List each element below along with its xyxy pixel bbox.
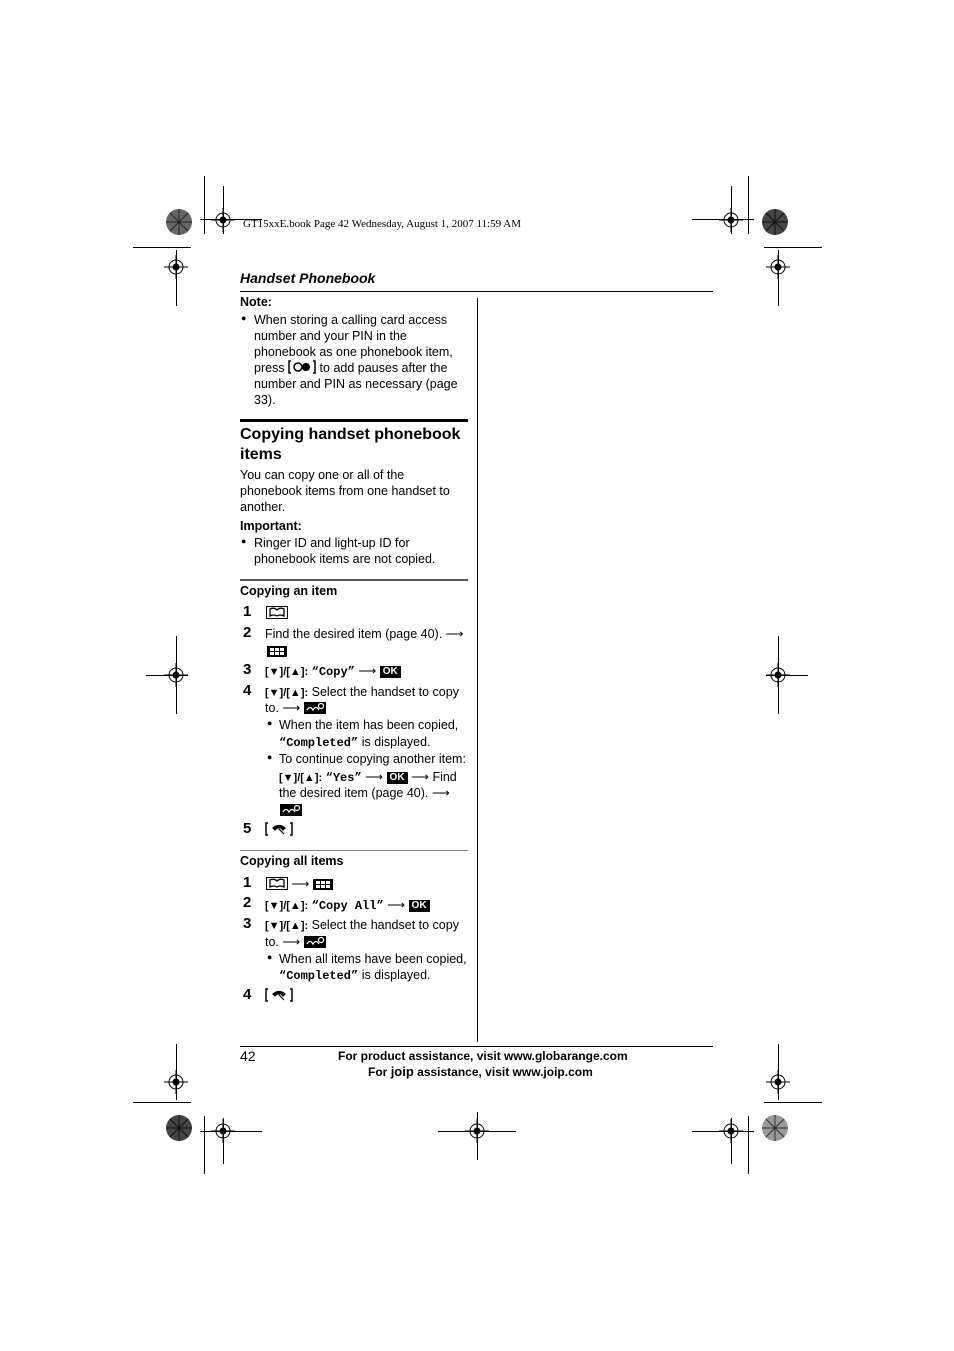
bullet-icon: ●	[241, 313, 247, 323]
section-rule	[240, 419, 468, 422]
bullet-text	[279, 734, 431, 751]
ok-key-icon: OK	[387, 772, 408, 784]
note-line: 33).	[254, 393, 276, 407]
intro-line: You can copy one or all of the	[240, 468, 405, 482]
footer-line-1: For product assistance, visit www.globarange.com	[338, 1049, 628, 1063]
important-line: phonebook items are not copied.	[254, 552, 436, 566]
bullet-text-desired: the desired item (page 40).	[279, 786, 429, 800]
step-number: 1	[243, 874, 252, 891]
arrow-icon: ⟶	[282, 935, 301, 949]
section-title: Handset Phonebook	[240, 270, 376, 286]
crop-mark	[176, 1044, 177, 1100]
arrow-icon: ⟶	[358, 664, 377, 678]
arrow-icon: ⟶	[282, 701, 301, 715]
crop-mark	[692, 1131, 754, 1132]
crop-mark	[204, 1116, 205, 1174]
crop-mark	[133, 1102, 191, 1103]
crop-mark	[748, 176, 749, 234]
crop-mark	[133, 247, 191, 248]
crop-mark	[200, 1131, 262, 1132]
bullet-text: When the item has been copied,	[279, 718, 459, 732]
step-number: 2	[243, 624, 252, 641]
color-rosette-icon	[761, 1114, 789, 1142]
arrow-icon: ⟶	[431, 786, 450, 800]
step-text	[265, 626, 464, 642]
note-line: When storing a calling card access	[254, 313, 448, 327]
step-text	[265, 934, 326, 952]
step-number: 3	[243, 915, 252, 932]
copy-all-title: Copying all items	[240, 854, 344, 868]
step-number: 2	[243, 894, 252, 911]
intro-line: another.	[240, 500, 286, 514]
step-text	[265, 917, 459, 934]
subsection-rule	[240, 579, 468, 581]
crop-mark	[731, 186, 732, 234]
crop-mark	[146, 675, 188, 676]
step-text	[265, 663, 401, 680]
display-value: “Completed”	[279, 736, 359, 750]
step-text	[265, 700, 326, 718]
important-label: Important:	[240, 519, 302, 533]
crop-mark	[176, 250, 177, 306]
navigator-key: [▼]/[▲]:	[265, 687, 309, 699]
arrow-icon: ⟶	[445, 627, 464, 641]
bullet-icon: ●	[267, 952, 273, 962]
subsection-rule	[240, 850, 468, 851]
crop-mark	[204, 176, 205, 234]
footer-rule	[240, 1046, 713, 1047]
step-number: 5	[243, 820, 252, 837]
arrow-icon: ⟶	[411, 770, 429, 784]
phonebook-key-icon	[266, 877, 288, 894]
step-text-select: Select the handset to copy	[311, 918, 459, 932]
arrow-icon: ⟶	[387, 898, 406, 912]
copy-send-key-icon	[280, 803, 302, 821]
bullet-text	[279, 785, 450, 801]
copy-send-key-icon	[304, 936, 326, 952]
bullet-text-end: is displayed.	[361, 968, 431, 982]
step-number: 1	[243, 603, 252, 620]
book-info-line: GT15xxE.book Page 42 Wednesday, August 1, 2007 11:59 AM	[243, 218, 521, 230]
color-rosette-icon	[165, 1114, 193, 1142]
arrow-icon: ⟶	[291, 877, 310, 891]
crop-mark	[778, 636, 779, 714]
bullet-icon: ●	[267, 718, 273, 728]
copying-title-cont: items	[240, 446, 282, 463]
footer-assist: assistance, visit www.joip.com	[417, 1065, 593, 1079]
bullet-icon: ●	[241, 536, 247, 546]
menu-key-icon	[267, 644, 287, 662]
crop-mark	[692, 219, 754, 220]
note-label: Note:	[240, 295, 272, 309]
bullet-text: When all items have been copied,	[279, 952, 467, 966]
footer-for: For	[368, 1065, 388, 1079]
crop-mark	[778, 250, 779, 306]
navigator-key: [▼]/[▲]:	[279, 772, 323, 784]
bullet-text	[279, 967, 431, 984]
crop-mark	[477, 1112, 478, 1160]
step-text-to: to.	[265, 935, 279, 949]
note-press-text: press	[254, 361, 285, 375]
copying-title: Copying handset phonebook	[240, 426, 461, 443]
note-line: phonebook as one phonebook item,	[254, 345, 453, 359]
menu-key-icon	[313, 878, 333, 894]
bullet-text: To continue copying another item:	[279, 752, 466, 766]
navigator-key: [▼]/[▲]:	[265, 920, 309, 932]
crop-mark	[748, 1116, 749, 1174]
bullet-text-end: is displayed.	[361, 735, 431, 749]
joip-logo: joip	[390, 1064, 414, 1079]
arrow-icon: ⟶	[365, 770, 384, 784]
step-text-select: Select the handset to copy	[311, 685, 459, 699]
ok-key-icon: OK	[380, 666, 401, 678]
bullet-icon: ●	[267, 752, 273, 762]
ok-key-icon: OK	[409, 900, 430, 912]
display-value: “Copy”	[311, 665, 355, 679]
footer-line-2	[368, 1064, 593, 1079]
crop-mark	[176, 636, 177, 714]
bullet-text	[279, 769, 457, 786]
phonebook-key-icon	[266, 606, 288, 624]
display-value: “Copy All”	[311, 899, 384, 913]
intro-line: phonebook items from one handset to	[240, 484, 450, 498]
copy-send-key-icon	[304, 702, 326, 718]
display-value: “Completed”	[279, 969, 359, 983]
navigator-key: [▼]/[▲]:	[265, 900, 309, 912]
off-key-icon	[265, 822, 293, 841]
note-line: number and your PIN in the	[254, 329, 407, 343]
display-value: “Yes”	[325, 771, 362, 785]
crop-mark	[223, 186, 224, 234]
crop-mark	[766, 675, 808, 676]
step-text	[265, 684, 459, 701]
header-rule	[240, 291, 713, 292]
crop-mark	[731, 1118, 732, 1164]
off-key-icon	[265, 988, 293, 1007]
step-text	[265, 897, 430, 914]
crop-mark	[223, 1118, 224, 1164]
page-number: 42	[240, 1048, 256, 1064]
note-line: number and PIN as necessary (page	[254, 377, 458, 391]
crop-mark	[764, 1102, 822, 1103]
crop-mark	[764, 247, 822, 248]
step-number: 3	[243, 661, 252, 678]
column-divider	[477, 298, 478, 1042]
step-number: 4	[243, 682, 252, 699]
step-text-to: to.	[265, 701, 279, 715]
color-rosette-icon	[761, 208, 789, 236]
step-number: 4	[243, 986, 252, 1003]
step-text-find: Find the desired item (page 40).	[265, 627, 443, 641]
navigator-key: [▼]/[▲]:	[265, 666, 309, 678]
note-line: to add pauses after the	[319, 361, 448, 375]
crop-mark	[778, 1044, 779, 1100]
bullet-text-find: Find	[432, 770, 457, 784]
color-rosette-icon	[165, 208, 193, 236]
step-text	[266, 876, 333, 894]
copy-item-title: Copying an item	[240, 584, 338, 598]
important-line: Ringer ID and light-up ID for	[254, 536, 410, 550]
